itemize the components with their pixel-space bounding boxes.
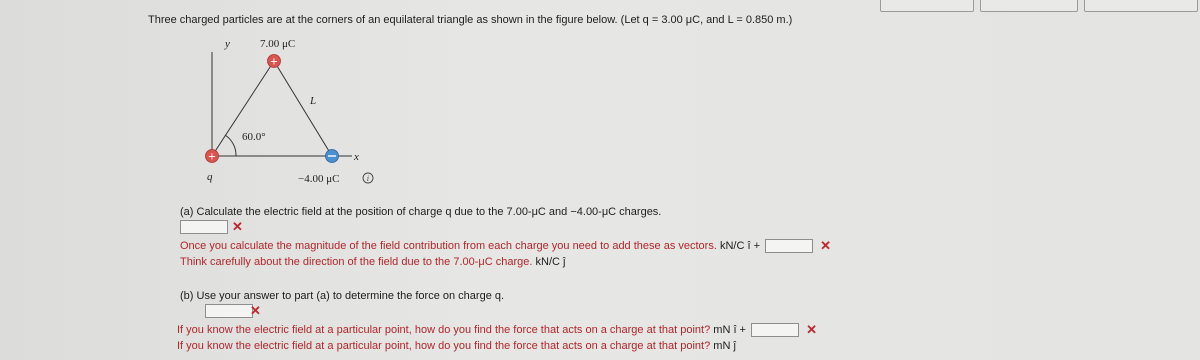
toolbar-tab[interactable] [880, 0, 974, 12]
top-toolbar [870, 0, 1200, 12]
top-charge-label: 7.00 μC [260, 38, 296, 50]
right-charge-label: −4.00 μC [298, 173, 340, 185]
unit-label: kN/C î + [719, 239, 760, 252]
toolbar-tab[interactable] [1084, 0, 1198, 12]
info-icon-glyph: i [366, 175, 370, 183]
part-b-j-answer-field[interactable] [751, 323, 799, 337]
part-a-hint-j [180, 256, 565, 268]
part-b-answer-field[interactable] [205, 304, 253, 318]
unit-label: mN ĵ [713, 340, 736, 352]
plus-sign: + [269, 56, 279, 68]
part-b-hint-i [177, 322, 817, 338]
angle-arc [225, 135, 236, 156]
part-b-hint-j [177, 340, 736, 352]
triangle-right-side [274, 61, 332, 156]
part-a-answer-field[interactable] [180, 220, 228, 234]
part-a-j-answer-field[interactable] [765, 239, 813, 253]
hint-text: If you know the electric field at a particular point, how do you find the force that acts on a charge at that point? [177, 323, 711, 336]
part-a-question: (a) Calculate the electric field at the position of charge q due to the 7.00-μC and −4.00-μC charges. [180, 206, 662, 218]
part-a-hint-i [180, 238, 831, 254]
unit-label: kN/C ĵ [535, 256, 566, 268]
hint-text: Once you calculate the magnitude of the field contribution from each charge you need to add these as vectors. [180, 239, 717, 252]
incorrect-icon: ✕ [820, 238, 832, 253]
y-axis-label: y [225, 38, 230, 50]
unit-label: mN î + [713, 323, 746, 336]
plus-sign: + [207, 151, 217, 163]
angle-label: 60.0° [242, 131, 266, 143]
incorrect-icon: ✕ [806, 322, 818, 337]
side-label: L [310, 95, 317, 107]
toolbar-tab[interactable] [980, 0, 1078, 12]
part-b-question: (b) Use your answer to part (a) to determine the force on charge q. [180, 290, 505, 302]
triangle-figure [190, 30, 390, 190]
problem-prompt: Three charged particles are at the corners of an equilateral triangle as shown in the figure below. (Let q = 3.00 μC, and L = 0.850 m.) [148, 14, 793, 26]
hint-text: If you know the electric field at a particular point, how do you find the force that acts on a charge at that point? [177, 340, 711, 352]
left-charge-label: q [207, 171, 213, 183]
incorrect-icon: ✕ [250, 303, 261, 318]
x-axis-label: x [354, 151, 359, 163]
incorrect-icon: ✕ [232, 219, 243, 234]
hint-text: Think carefully about the direction of the field due to the 7.00-μC charge. [180, 256, 533, 268]
